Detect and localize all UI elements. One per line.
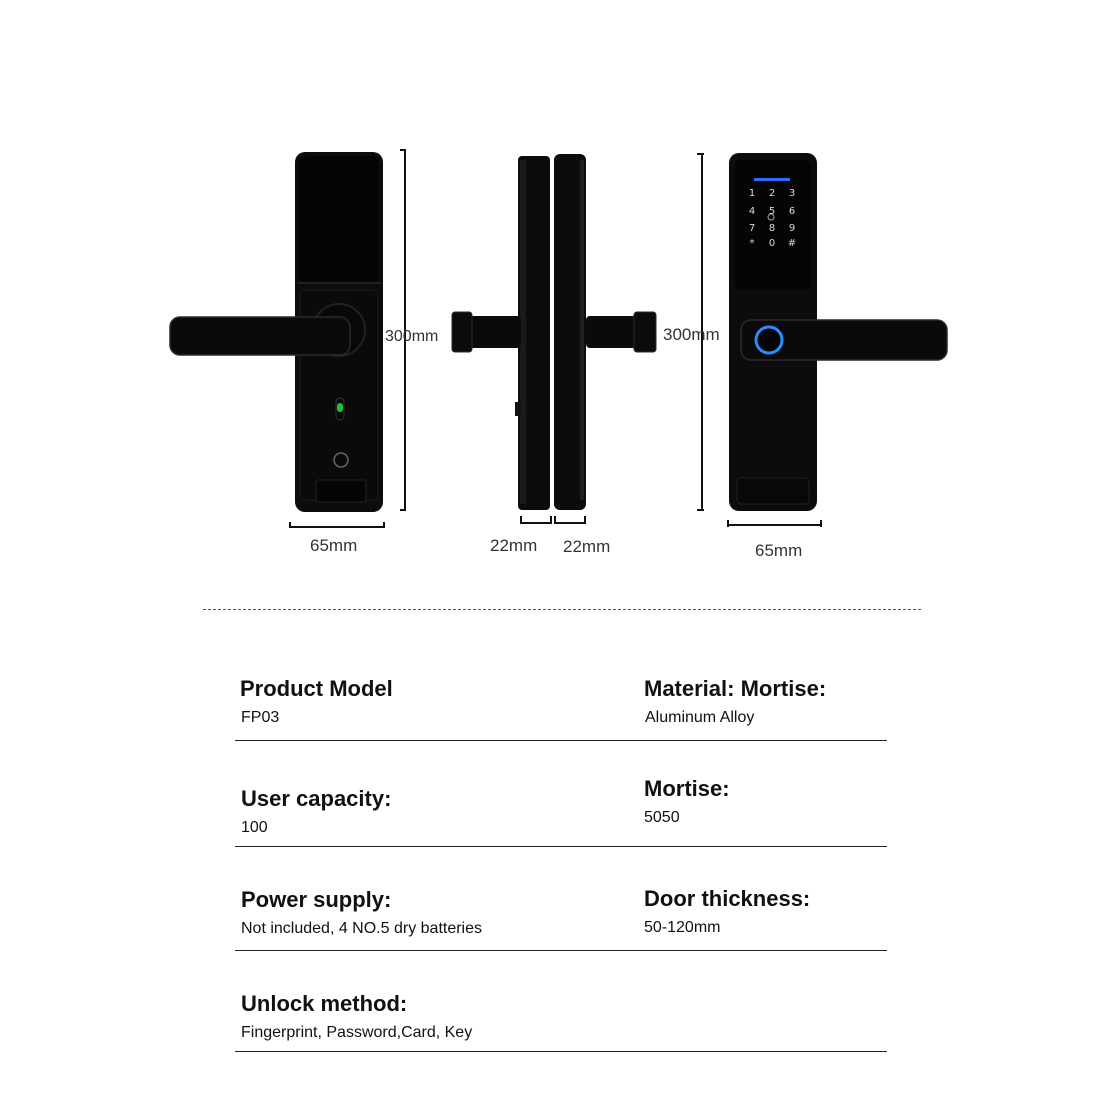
- spec-title-mortise: Mortise:: [644, 776, 730, 801]
- spec-value-product-model: FP03: [241, 709, 280, 726]
- status-led: [337, 403, 343, 412]
- spec-value-power-supply: Not included, 4 NO.5 dry batteries: [241, 920, 483, 937]
- spec-row-rule: [235, 950, 887, 951]
- spec-value-material: Aluminum Alloy: [645, 709, 755, 726]
- side-dimension-lines: [521, 516, 585, 524]
- keypad-key: #: [787, 238, 797, 249]
- keypad-key: 3: [788, 188, 796, 199]
- spec-title-user-capacity: User capacity:: [241, 786, 392, 811]
- lock-back-view: [729, 153, 947, 511]
- side-right-width-label: 22mm: [563, 537, 611, 556]
- spec-value-door-thickness: 50-120mm: [644, 919, 721, 936]
- front-height-label: 300mm: [385, 328, 439, 345]
- keypad-key: 7: [748, 223, 756, 234]
- side-left-width-label: 22mm: [490, 536, 538, 555]
- lock-front-view: [170, 152, 383, 512]
- back-width-label: 65mm: [755, 541, 803, 560]
- spec-title-unlock-method: Unlock method:: [241, 991, 408, 1016]
- spec-value-mortise: 5050: [644, 809, 680, 826]
- spec-value-unlock-method: Fingerprint, Password,Card, Key: [241, 1024, 473, 1041]
- spec-row-rule: [235, 1051, 887, 1052]
- spec-title-door-thickness: Door thickness:: [644, 886, 811, 911]
- front-width-label: 65mm: [310, 536, 358, 555]
- spec-row-rule: [235, 740, 887, 741]
- keypad-led-bar: [754, 178, 790, 181]
- spec-title-material: Material: Mortise:: [644, 676, 827, 701]
- section-divider: [203, 609, 921, 610]
- keypad-key: 0: [768, 238, 776, 249]
- keypad-key: 9: [788, 223, 796, 234]
- key-cylinder-icon: [334, 453, 348, 467]
- keypad-key: *: [749, 238, 755, 249]
- spec-title-product-model: Product Model: [240, 676, 393, 701]
- keypad-key: 5: [768, 206, 776, 217]
- fingerprint-sensor-icon: [756, 327, 782, 353]
- keypad-key: 4: [748, 206, 756, 217]
- back-height-label: 300mm: [663, 325, 720, 344]
- keypad-key: 8: [768, 223, 776, 234]
- spec-row-rule: [235, 846, 887, 847]
- keypad-key: 6: [788, 206, 796, 217]
- keypad-key: 1: [748, 188, 756, 199]
- spec-value-user-capacity: 100: [241, 819, 268, 836]
- keypad-key: 2: [768, 188, 776, 199]
- spec-title-power-supply: Power supply:: [241, 887, 392, 912]
- lock-side-view: [452, 154, 656, 510]
